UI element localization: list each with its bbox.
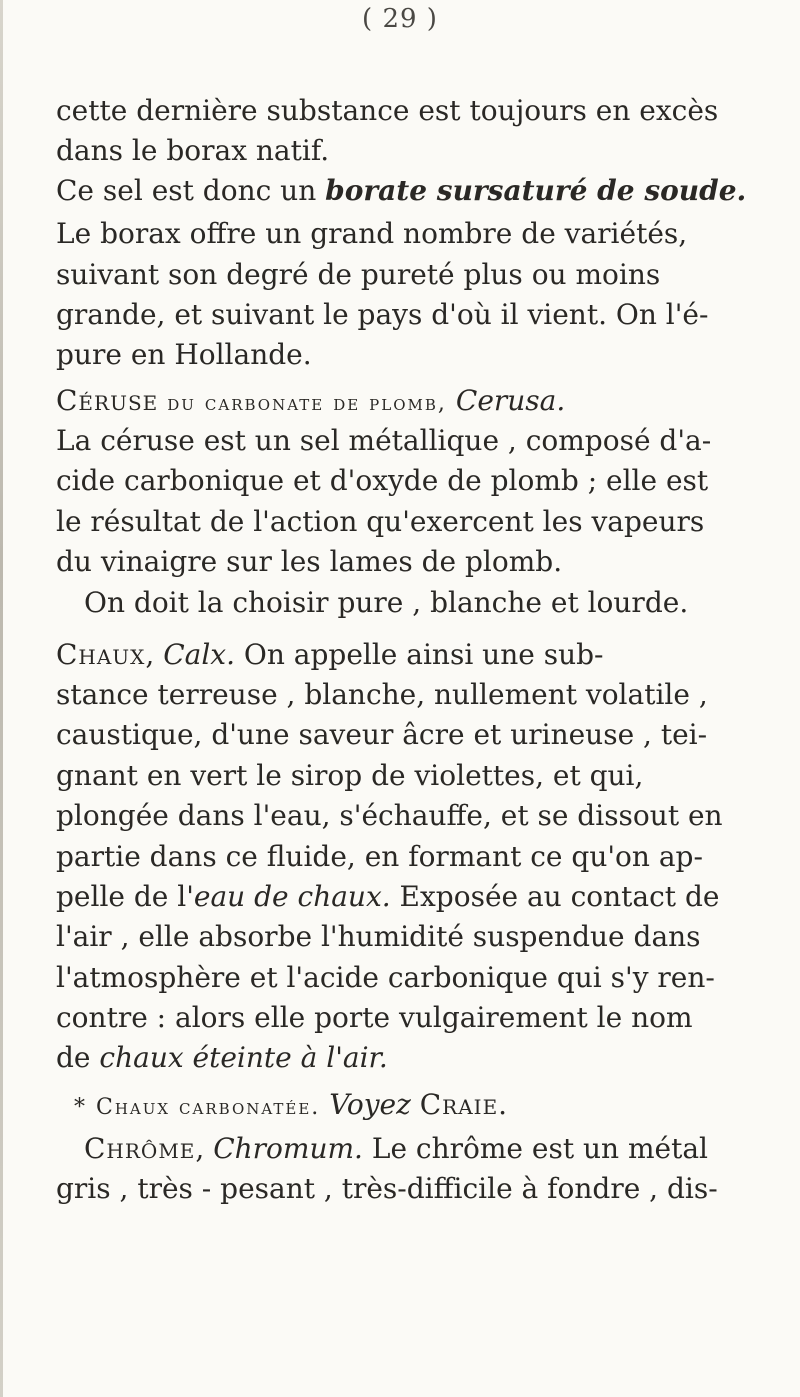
latin-term: Calx. (163, 638, 235, 671)
text-span: gnant en vert le sirop de violettes, et qui, (56, 759, 644, 792)
text-line (56, 961, 715, 995)
text-line (56, 759, 643, 793)
text-span: dans le borax natif. (56, 134, 330, 167)
text-span: On appelle ainsi une sub- (234, 638, 604, 671)
text-span: stance terreuse , blanche, nullement volatile , (56, 678, 708, 711)
page-edge (0, 0, 3, 1397)
entry-term: Céruse (56, 384, 159, 417)
text-span: contre : alors elle porte vulgairement le nom (56, 1001, 693, 1034)
text-line (56, 1041, 388, 1075)
text-line (56, 920, 701, 954)
text-span: plongée dans l'eau, s'échauffe, et se dissout en (56, 799, 723, 832)
text-span: caustique, d'une saveur âcre et urineuse , tei- (56, 718, 708, 751)
text-span: l'air , elle absorbe l'humidité suspendue dans (56, 920, 701, 953)
text-span: le résultat de l'action qu'exercent les vapeurs (56, 505, 705, 538)
text-line (56, 1172, 718, 1206)
text-span: Ce sel est donc un (56, 174, 326, 207)
entry-heading-ceruse (56, 384, 565, 421)
text-span: grande, et suivant le pays d'où il vient. On l'é- (56, 298, 709, 331)
text-span: Exposée au contact de (390, 880, 720, 913)
text-span: l'atmosphère et l'acide carbonique qui s'y ren- (56, 961, 715, 994)
text-span: , (195, 1132, 214, 1165)
entry-term: * Chaux carbonatée. (74, 1095, 321, 1120)
text-span: cette dernière substance est toujours en excès (56, 94, 719, 127)
text-span: pelle de l' (56, 880, 194, 913)
text-line (56, 799, 723, 833)
text-line (56, 94, 768, 128)
page-number: ( 29 ) (362, 4, 438, 34)
text-span: Le chrôme est un métal (362, 1132, 708, 1165)
text-line (56, 298, 708, 332)
text-line (56, 718, 707, 752)
text-line (56, 880, 719, 914)
latin-term: Chromum. (213, 1132, 363, 1165)
text-span: du vinaigre sur les lames de plomb. (56, 545, 563, 578)
text-span: de (56, 1041, 100, 1074)
cross-reference-label: Voyez (320, 1088, 420, 1121)
text-span: suivant son degré de pureté plus ou moins (56, 258, 661, 291)
cross-reference-target: Craie. (419, 1088, 509, 1121)
emphasis-term: chaux éteinte à l'air. (99, 1041, 388, 1074)
text-line (56, 338, 312, 372)
text-span: Le borax offre un grand nombre de variétés, (56, 217, 688, 250)
text-line (56, 545, 562, 579)
text-span: gris , très - pesant , très-difficile à fondre , dis- (56, 1172, 718, 1205)
emphasis-term: eau de chaux. (193, 880, 391, 913)
text-line (56, 840, 703, 874)
text-line (56, 505, 704, 539)
text-line (56, 464, 708, 498)
text-span: pure en Hollande. (56, 338, 312, 371)
text-line (56, 174, 746, 208)
entry-heading-chrome (84, 1132, 708, 1166)
text-line (56, 134, 329, 168)
entry-heading-chaux-carbonatee (74, 1088, 508, 1125)
entry-term: Chaux (56, 638, 146, 671)
entry-heading-chaux (56, 638, 604, 672)
entry-term: Chrôme (84, 1132, 196, 1165)
text-line (56, 1001, 693, 1035)
text-line (56, 217, 687, 251)
text-line (56, 678, 708, 712)
entry-subterm: du carbonate de plomb, (158, 391, 456, 416)
text-span: La céruse est un sel métallique , composé d'a- (56, 424, 712, 457)
text-span: On doit la choisir pure , blanche et lourde. (84, 586, 689, 619)
text-line (84, 586, 688, 620)
text-span: partie dans ce fluide, en formant ce qu'on ap- (56, 840, 703, 873)
latin-term: Cerusa. (455, 384, 566, 417)
text-span: cide carbonique et d'oxyde de plomb ; elle est (56, 464, 709, 497)
emphasis-term: borate sursaturé de soude. (325, 174, 747, 207)
text-line (56, 258, 660, 292)
text-line (56, 424, 711, 458)
text-span: , (145, 638, 164, 671)
